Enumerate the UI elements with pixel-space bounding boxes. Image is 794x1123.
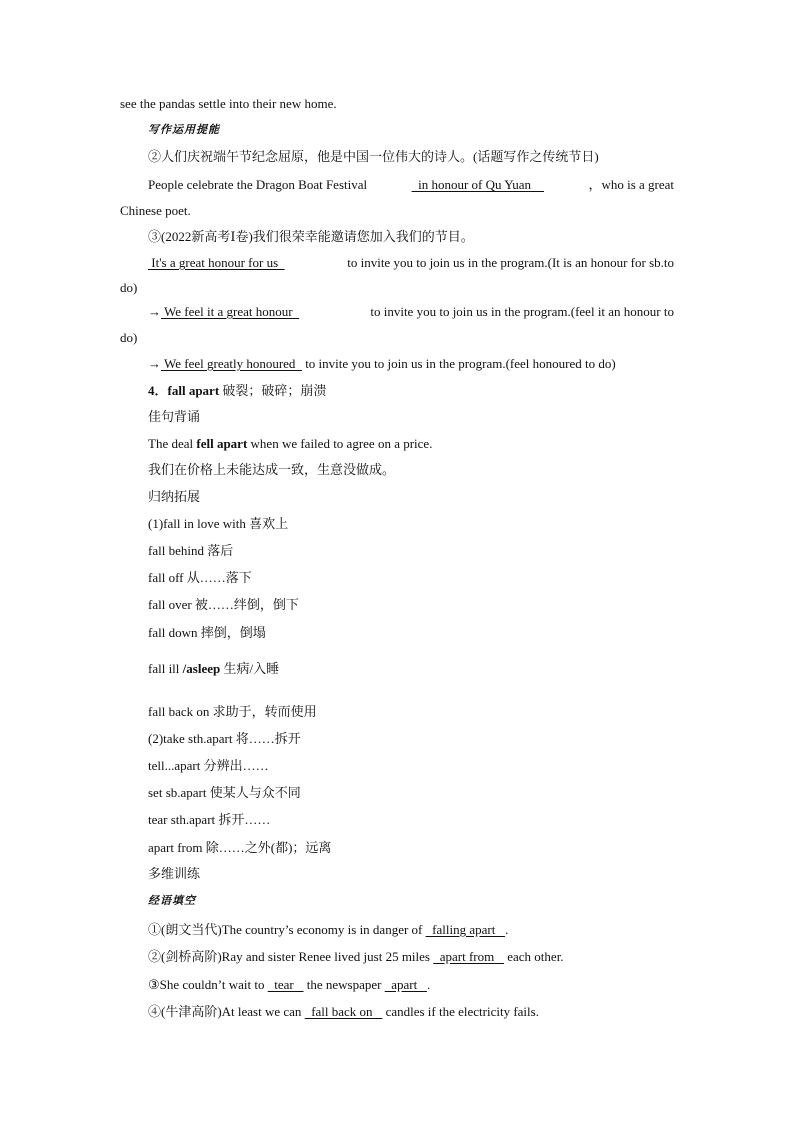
expand-item: (2)take sth.apart 将……拆开 — [148, 731, 301, 746]
text-line: Chinese poet. — [120, 203, 191, 218]
answer-blank: It's a great honour for us — [148, 255, 285, 270]
answer-blank: We feel greatly honoured — [161, 356, 302, 371]
expand-item: fall down 摔倒，倒塌 — [148, 625, 266, 640]
text-span: to invite you to join us in the program.(It is an honour for sb.to — [347, 255, 674, 270]
exercise-2-chinese: ②人们庆祝端午节纪念屈原，他是中国一位伟大的诗人。(话题写作之传统节日) — [148, 149, 599, 164]
example-sentence-chinese: 我们在价格上未能达成一致，生意没做成。 — [148, 462, 396, 477]
exercise-3-line-b — [148, 304, 674, 320]
text-span: ④(牛津高阶)At least we can — [148, 1004, 305, 1019]
item-title: fall apart — [167, 383, 220, 398]
exercise-3-chinese: ③(2022新高考Ⅰ卷)我们很荣幸能邀请您加入我们的节目。 — [148, 229, 474, 244]
answer-blank: apart — [384, 977, 427, 992]
expand-item: set sb.apart 使某人与众不同 — [148, 785, 301, 800]
answer-blank: in honour of Qu Yuan — [411, 177, 544, 192]
text-span: ②(剑桥高阶)Ray and sister Renee lived just 25 miles — [148, 949, 434, 964]
expand-item: (1)fall in love with 喜欢上 — [148, 516, 289, 531]
expand-item — [148, 661, 279, 677]
text-line: do) — [120, 280, 138, 295]
section-heading-expand: 归纳拓展 — [148, 489, 201, 504]
answer-blank: We feel it a great honour — [161, 304, 300, 319]
expand-item: fall over 被……绊倒，倒下 — [148, 597, 299, 612]
fill-question-4 — [148, 1004, 539, 1020]
text-span: each other. — [504, 949, 564, 964]
answer-blank: tear — [267, 977, 304, 992]
text-span-bold: /asleep — [182, 661, 221, 676]
text-span: ③She couldn’t wait to — [148, 977, 268, 992]
section-heading-multi: 多维训练 — [148, 866, 201, 881]
answer-blank: apart from — [433, 949, 504, 964]
exercise-2-english — [148, 177, 674, 193]
text-span: People celebrate the Dragon Boat Festival — [148, 177, 368, 192]
exercise-3-line-c — [148, 356, 616, 372]
item-4-heading — [148, 383, 326, 399]
exercise-3-line-a — [148, 255, 674, 271]
text-span: . — [426, 977, 431, 992]
section-heading-fill: 经语填空 — [148, 895, 196, 907]
item-number: 4． — [148, 383, 168, 398]
text-span-bold: fell apart — [196, 436, 248, 451]
expand-item: apart from 除……之外(都)；远离 — [148, 840, 332, 855]
answer-blank: fall back on — [304, 1004, 383, 1019]
expand-item: tear sth.apart 拆开…… — [148, 812, 271, 827]
text-span: 生病/入睡 — [220, 661, 280, 676]
text-span: The deal — [148, 436, 197, 451]
section-heading-sentence: 佳句背诵 — [148, 409, 201, 424]
fill-question-3 — [148, 977, 430, 993]
text-span: candles if the electricity fails. — [382, 1004, 539, 1019]
expand-item: tell...apart 分辨出…… — [148, 758, 269, 773]
example-sentence-english — [148, 436, 432, 452]
answer-blank: falling apart — [425, 922, 506, 937]
text-line: do) — [120, 330, 138, 345]
section-heading-writing: 写作运用提能 — [148, 124, 220, 136]
text-span: to invite you to join us in the program.(feel it an honour to — [370, 304, 674, 319]
text-span: when we failed to agree on a price. — [247, 436, 433, 451]
text-span: ①(朗文当代)The country’s economy is in danger of — [148, 922, 426, 937]
expand-item: fall back on 求助于，转而使用 — [148, 704, 317, 719]
expand-item: fall off 从……落下 — [148, 570, 252, 585]
text-line: see the pandas settle into their new home. — [120, 96, 337, 111]
arrow-icon: → — [148, 356, 161, 371]
text-span: fall ill — [148, 661, 183, 676]
text-span: to invite you to join us in the program.(feel honoured to do) — [305, 356, 616, 371]
item-meaning: 破裂；破碎；崩溃 — [219, 383, 327, 398]
expand-item: fall behind 落后 — [148, 543, 234, 558]
text-span: . — [505, 922, 509, 937]
text-span: the newspaper — [303, 977, 385, 992]
fill-question-2 — [148, 949, 564, 965]
arrow-icon: → — [148, 304, 161, 319]
fill-question-1 — [148, 922, 508, 938]
text-span: ，who is a great — [588, 177, 674, 192]
